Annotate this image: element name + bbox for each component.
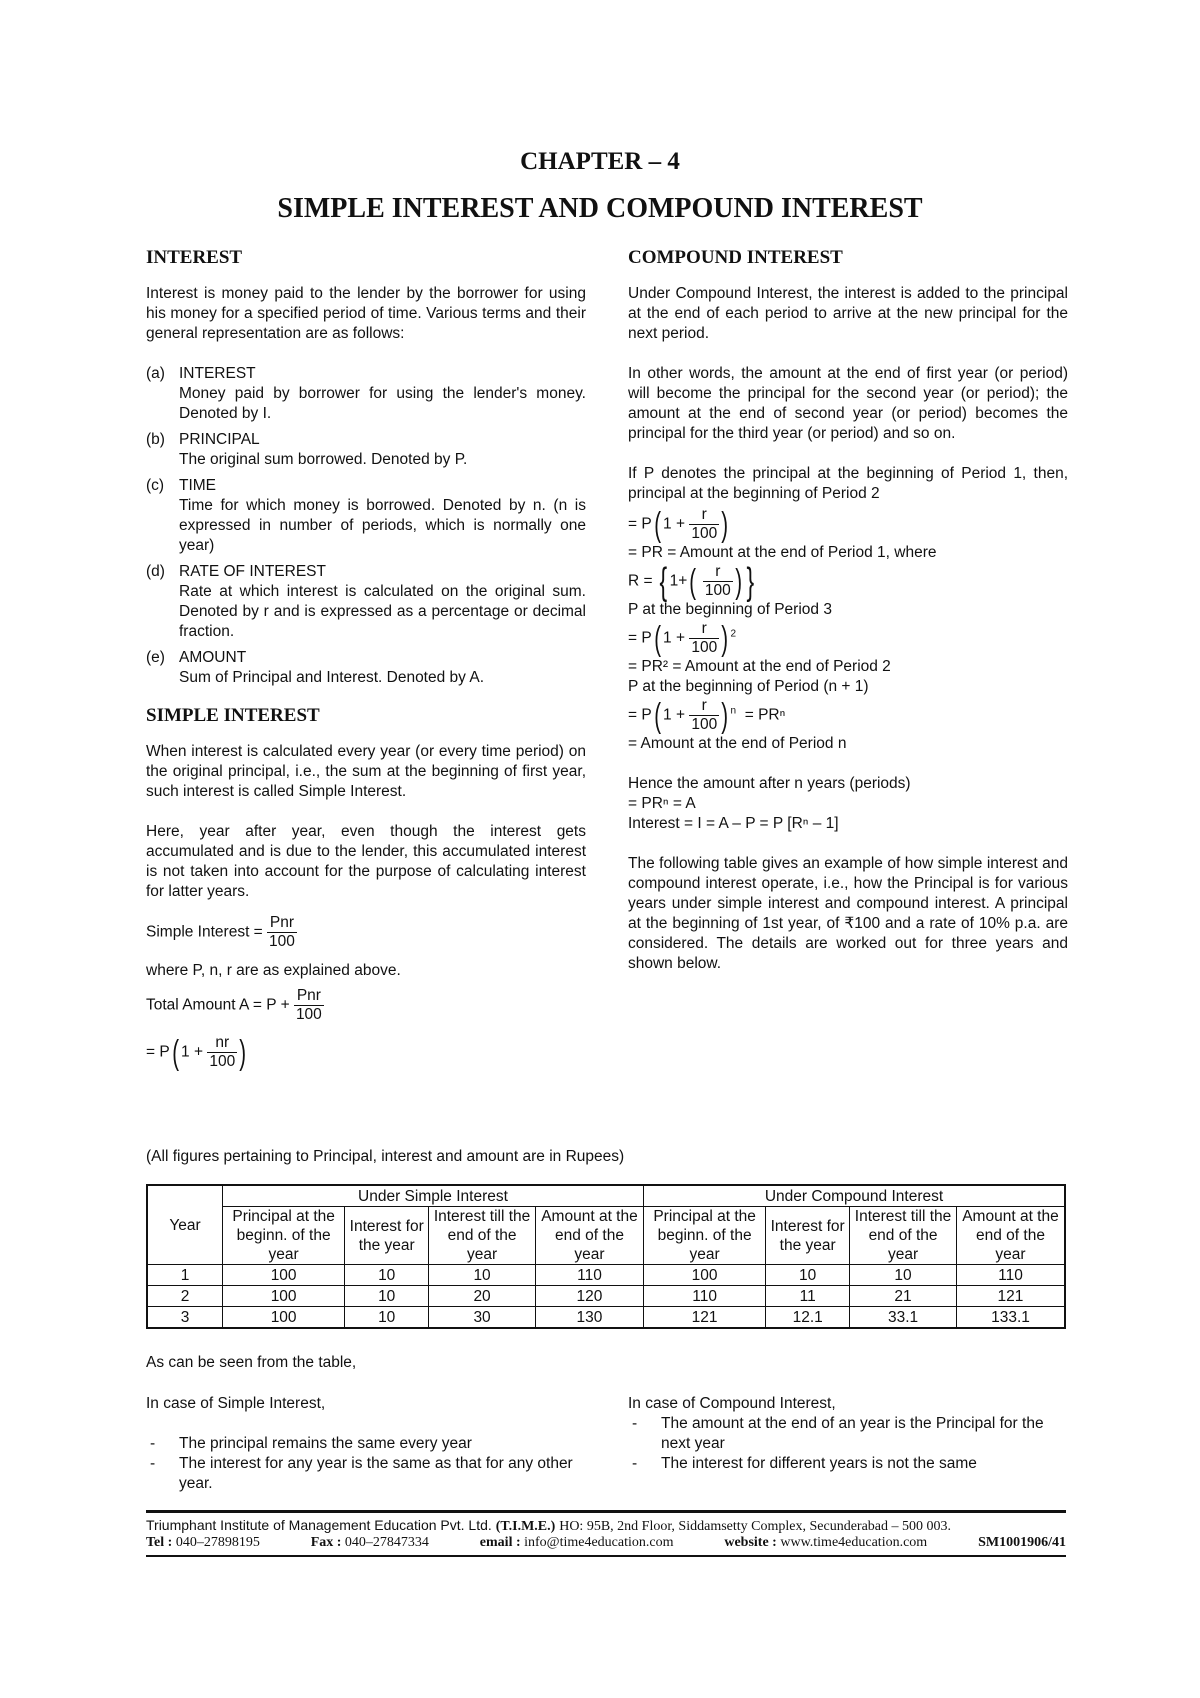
- column-header: Interest till the end of the year: [429, 1207, 536, 1265]
- summary-heading: In case of Compound Interest,: [628, 1395, 836, 1412]
- figures-note: (All figures pertaining to Principal, interest and amount are in Rupees): [146, 1148, 625, 1165]
- table-cell: 100: [223, 1265, 345, 1286]
- compound-interest-heading: COMPOUND INTEREST: [628, 247, 843, 268]
- term-item: (e) AMOUNT Sum of Principal and Interest. Denoted by A.: [146, 649, 485, 686]
- pr-line: = PR = Amount at the end of Period 1, where: [628, 544, 937, 561]
- ci-paragraph-3: If P denotes the principal at the beginning of Period 1, then, principal at the beginning of Period 2: [628, 465, 1068, 502]
- table-cell: 2: [147, 1286, 223, 1307]
- institute-name: Triumphant Institute of Management Education Pvt. Ltd.: [146, 1517, 492, 1533]
- table-cell: 11: [766, 1286, 850, 1307]
- column-header: Amount at the end of the year: [956, 1207, 1065, 1265]
- telephone: 040–27898195: [175, 1535, 260, 1550]
- column-header: Principal at the beginn. of the year: [643, 1207, 765, 1265]
- period-n1-label: P at the beginning of Period (n + 1): [628, 678, 869, 695]
- left-column: [146, 248, 586, 1081]
- si-formula: Simple Interest = $\frac{\text{Pnr}}{100}$: [146, 914, 295, 950]
- website-link[interactable]: www.time4education.com: [780, 1535, 928, 1550]
- table-cell: 110: [643, 1286, 765, 1307]
- table-cell: 12.1: [766, 1307, 850, 1329]
- term-item: (d) RATE OF INTEREST Rate at which interest is calculated on the original sum. Denoted by r and is expressed as a percentage or decimal fraction.: [146, 563, 586, 640]
- total-amount-formula: Total Amount A = P + $\frac{\text{Pnr}}{100}$: [146, 987, 322, 1023]
- table-row: [147, 1307, 1065, 1329]
- period3-label: P at the beginning of Period 3: [628, 601, 832, 618]
- table-cell: 20: [429, 1286, 536, 1307]
- table-cell: 100: [643, 1265, 765, 1286]
- table-cell: 10: [345, 1307, 429, 1329]
- amount-factor-formula: = P( 1 + $\frac{nr}{100}$ ): [146, 1033, 247, 1072]
- interest-table: [146, 1184, 1066, 1329]
- table-cell: 121: [643, 1307, 765, 1329]
- page-title: SIMPLE INTEREST AND COMPOUND INTEREST: [277, 193, 923, 224]
- period3-formula: = P( 1 + $\frac{r}{100}$ ) $^2$: [628, 619, 737, 658]
- head-office-address: HO: 95B, 2nd Floor, Siddamsetty Complex, Secunderabad – 500 003.: [559, 1519, 951, 1534]
- list-item: - The principal remains the same every year: [146, 1434, 586, 1454]
- fraction: $\frac{\text{Pnr}}{100}$: [269, 914, 295, 950]
- simple-group-header: Under Simple Interest: [223, 1185, 644, 1207]
- table-cell: 120: [535, 1286, 643, 1307]
- fraction: $\frac{r}{100}$: [691, 506, 718, 542]
- term-item: (b) PRINCIPAL The original sum borrowed. Denoted by P.: [146, 431, 468, 468]
- document-code: SM1001906/41: [978, 1535, 1066, 1550]
- column-header: Interest till the end of the year: [850, 1207, 957, 1265]
- table-cell: 30: [429, 1307, 536, 1329]
- fraction: $\frac{r}{100}$: [691, 620, 718, 656]
- table-cell: 110: [535, 1265, 643, 1286]
- after-table-text: As can be seen from the table,: [146, 1354, 357, 1371]
- table-cell: 133.1: [956, 1307, 1065, 1329]
- table-cell: 10: [429, 1265, 536, 1286]
- table-body: [147, 1265, 1065, 1329]
- table-row: [147, 1286, 1065, 1307]
- institute-abbr: (T.I.M.E.): [495, 1519, 556, 1534]
- column-header: Interest for the year: [766, 1207, 850, 1265]
- si-paragraph-2: Here, year after year, even though the interest gets accumulated and is due to the lender, this accumulated interest is not taken into account for the purpose of calculating interest for latter years.: [146, 823, 586, 900]
- table-cell: 130: [535, 1307, 643, 1329]
- ci-paragraph-2: In other words, the amount at the end of first year (or period) will become the principal for the second year (or period); the amount at the end of second year (or period) becomes the principal for the third year (or period) and so on.: [628, 365, 1068, 442]
- table-cell: 3: [147, 1307, 223, 1329]
- list-item: - The interest for any year is the same as that for any other year.: [146, 1454, 586, 1494]
- fax: 040–27847334: [344, 1535, 429, 1550]
- table-row: [147, 1265, 1065, 1286]
- column-header: Amount at the end of the year: [535, 1207, 643, 1265]
- table-cell: 110: [956, 1265, 1065, 1286]
- table-intro: The following table gives an example of how simple interest and compound interest operate, i.e., how the Principal is for various years under simple interest and compound interest. A principal at the beginning of 1st year, of ₹100 and a rate of 10% p.a. are considered. The details are worked out for three years and shown below.: [628, 855, 1068, 972]
- fraction: $\frac{r}{100}$: [704, 563, 731, 599]
- list-item: - The interest for different years is not the same: [628, 1454, 1068, 1474]
- period2-formula: = P( 1 + $\frac{r}{100}$ ): [628, 505, 729, 544]
- pr2-line: = PR² = Amount at the end of Period 2: [628, 658, 891, 675]
- simple-interest-summary: [146, 1394, 586, 1494]
- email-link[interactable]: info@time4education.com: [524, 1535, 674, 1550]
- table-cell: 1: [147, 1265, 223, 1286]
- table-cell: 121: [956, 1286, 1065, 1307]
- si-where: where P, n, r are as explained above.: [146, 962, 401, 979]
- ci-paragraph-1: Under Compound Interest, the interest is added to the principal at the end of each period to arrive at the new principal for the next period.: [628, 285, 1068, 342]
- summary-heading: In case of Simple Interest,: [146, 1395, 326, 1412]
- fraction: $\frac{nr}{100}$: [209, 1034, 236, 1070]
- compound-interest-summary: [628, 1394, 1068, 1474]
- table-cell: 10: [766, 1265, 850, 1286]
- fraction: $\frac{r}{100}$: [691, 697, 718, 733]
- table-cell: 10: [345, 1265, 429, 1286]
- period-n-formula: = P( 1 + $\frac{r}{100}$ ) $^n$ = PRⁿ: [628, 696, 786, 735]
- terms-list: [146, 364, 586, 688]
- table-cell: 10: [345, 1286, 429, 1307]
- table-cell: 100: [223, 1286, 345, 1307]
- hence-line: Hence the amount after n years (periods): [628, 775, 911, 792]
- compound-group-header: Under Compound Interest: [643, 1185, 1065, 1207]
- table-cell: 100: [223, 1307, 345, 1329]
- list-item: - The amount at the end of an year is the Principal for the next year: [628, 1414, 1068, 1454]
- fraction: $\frac{\text{Pnr}}{100}$: [295, 987, 322, 1023]
- amount-n-line: = Amount at the end of Period n: [628, 735, 847, 752]
- r-definition: R = { 1+( $\frac{r}{100}$ ) }: [628, 560, 755, 603]
- term-item: (c) TIME Time for which money is borrowed. Denoted by n. (n is expressed in number of periods, which is normally one year): [146, 477, 586, 554]
- simple-interest-heading: SIMPLE INTEREST: [146, 705, 320, 726]
- right-column: [628, 248, 1068, 994]
- interest-equation: Interest = I = A – P = P [Rⁿ – 1]: [628, 815, 839, 832]
- si-paragraph-1: When interest is calculated every year (or every time period) on the original principal, i.e., the sum at the beginning of first year, such interest is called Simple Interest.: [146, 743, 586, 800]
- term-item: (a) INTEREST Money paid by borrower for using the lender's money. Denoted by I.: [146, 365, 586, 422]
- table-cell: 10: [850, 1265, 957, 1286]
- interest-heading: INTEREST: [146, 247, 243, 268]
- page-footer: Triumphant Institute of Management Education Pvt. Ltd. (T.I.M.E.) HO: 95B, 2nd Floor, Siddamsetty Complex, Secunderabad – 500 003. Tel : 040–27898195 Fax : 040–27847334 email : info@time4education.com website : www.time4education.com SM1001906/41: [146, 1510, 1066, 1557]
- year-header: Year: [147, 1185, 223, 1265]
- table-cell: 21: [850, 1286, 957, 1307]
- interest-intro: Interest is money paid to the lender by the borrower for using his money for a specified period of time. Various terms and their general representation are as follows:: [146, 285, 586, 342]
- table-cell: 33.1: [850, 1307, 957, 1329]
- column-header: Principal at the beginn. of the year: [223, 1207, 345, 1265]
- column-header: Interest for the year: [345, 1207, 429, 1265]
- chapter-number: CHAPTER – 4: [520, 148, 680, 175]
- prn-a-line: = PRⁿ = A: [628, 795, 696, 812]
